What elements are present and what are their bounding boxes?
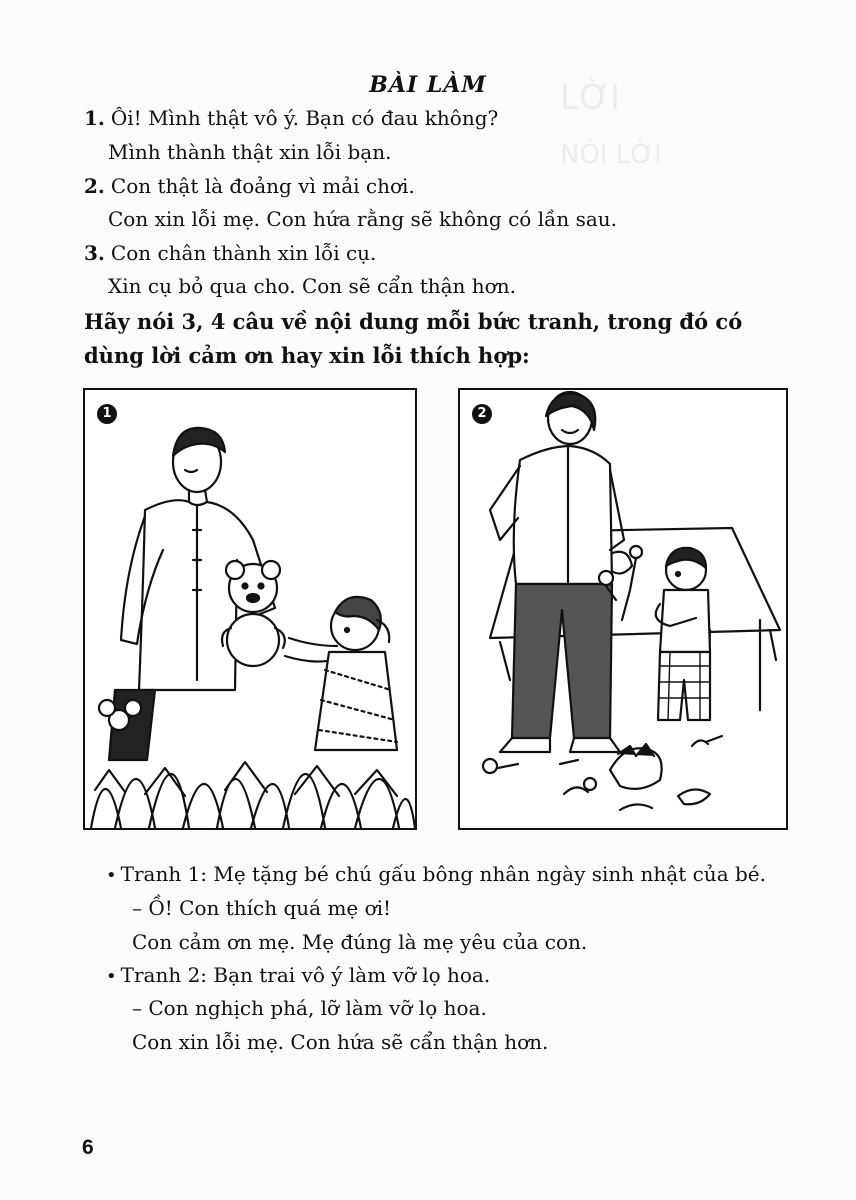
answer-3-continuation: Xin cụ bỏ qua cho. Con sẽ cẩn thận hơn.: [108, 274, 516, 298]
instruction-line-1: Hãy nói 3, 4 câu về nội dung mỗi bức tranh, trong đó có: [84, 309, 743, 334]
picture-2-dialogue: – Con nghịch phá, lỡ làm vỡ lọ hoa.: [132, 996, 487, 1020]
mother-teddy-bear-illustration: [85, 390, 415, 828]
instruction-line-2: dùng lời cảm ơn hay xin lỗi thích hợp:: [84, 343, 530, 368]
picture-1-dialogue-continuation: Con cảm ơn mẹ. Mẹ đúng là mẹ yêu của con.: [132, 930, 588, 954]
description-title: Tranh 2: Bạn trai vô ý làm vỡ lọ hoa.: [120, 963, 491, 987]
answer-2: [84, 174, 415, 198]
description-title: Tranh 1: Mẹ tặng bé chú gấu bông nhân ngày sinh nhật của bé.: [120, 862, 766, 886]
picture-frame-2: [458, 388, 788, 830]
picture-1-dialogue: – Ồ! Con thích quá mẹ ơi!: [132, 896, 392, 920]
answer-1-continuation: Mình thành thật xin lỗi bạn.: [108, 140, 392, 164]
show-through-text: LỜI: [560, 78, 621, 118]
picture-number-badge: 1: [97, 404, 117, 424]
answer-3: [84, 241, 376, 265]
answer-number: 1.: [84, 106, 105, 130]
answer-text: Ôi! Mình thật vô ý. Bạn có đau không?: [110, 106, 499, 130]
picture-2-description: [106, 963, 490, 987]
page-heading: BÀI LÀM: [369, 72, 487, 98]
show-through-text: NÓI LỜI: [560, 140, 662, 170]
answer-number: 2.: [84, 174, 105, 198]
bullet-icon: •: [106, 865, 117, 886]
answer-text: Con thật là đoảng vì mải chơi.: [110, 174, 415, 198]
picture-1-description: [106, 862, 766, 886]
bullet-icon: •: [106, 966, 117, 987]
answer-text: Con chân thành xin lỗi cụ.: [110, 241, 377, 265]
picture-2-dialogue-continuation: Con xin lỗi mẹ. Con hứa sẽ cẩn thận hơn.: [132, 1030, 549, 1054]
answer-number: 3.: [84, 241, 105, 265]
answer-2-continuation: Con xin lỗi mẹ. Con hứa rằng sẽ không có lần sau.: [108, 207, 618, 231]
broken-vase-illustration: [460, 390, 786, 828]
page-number: 6: [82, 1136, 94, 1159]
picture-number-badge: 2: [472, 404, 492, 424]
picture-frame-1: [83, 388, 417, 830]
answer-1: [84, 106, 498, 130]
